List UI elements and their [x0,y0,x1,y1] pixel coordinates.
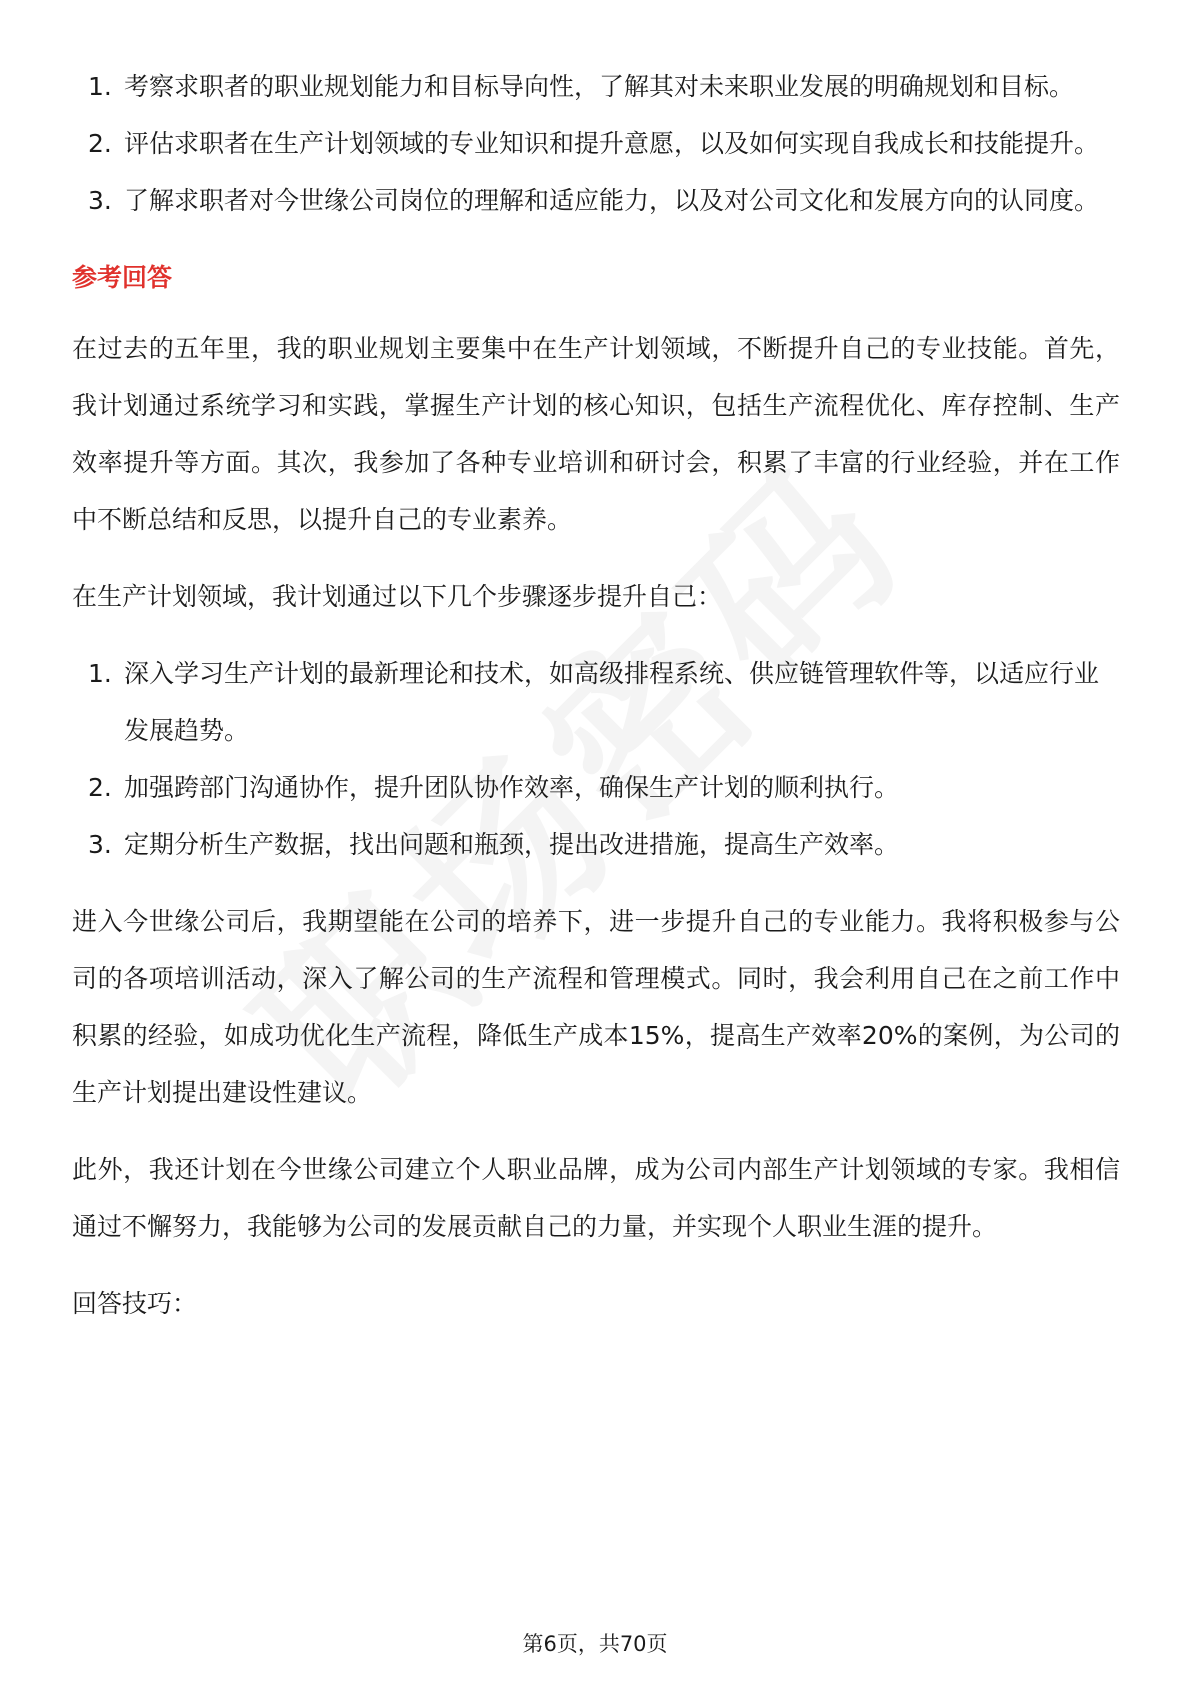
reference-answer-heading: 参考回答 [72,263,173,292]
document-body [72,58,1120,1352]
list-item-text: 考察求职者的职业规划能力和目标导向性，了解其对未来职业发展的明确规划和目标。 [124,72,1075,101]
list-item [72,172,1120,229]
paragraph-steps-intro: 在生产计划领域，我计划通过以下几个步骤逐步提升自己： [72,582,723,611]
list-item [72,816,1120,873]
list-item-text: 加强跨部门沟通协作，提升团队协作效率，确保生产计划的顺利执行。 [124,773,900,802]
list-item-number: 1. [88,72,112,101]
paragraph-career-plan: 在过去的五年里，我的职业规划主要集中在生产计划领域，不断提升自己的专业技能。首先，我计划通过系统学习和实践，掌握生产计划的核心知识，包括生产流程优化、库存控制、生产效率提升等方面。其次，我参加了各种专业培训和研讨会，积累了丰富的行业经验，并在工作中不断总结和反思，以提升自己的专业素养。 [72,334,1120,534]
list-item-text: 深入学习生产计划的最新理论和技术，如高级排程系统、供应链管理软件等，以适应行业发展趋势。 [124,659,1100,745]
list-item-text: 了解求职者对今世缘公司岗位的理解和适应能力，以及对公司文化和发展方向的认同度。 [124,186,1100,215]
list-item-text: 定期分析生产数据，找出问题和瓶颈，提出改进措施，提高生产效率。 [124,830,900,859]
list-item-number: 2. [88,773,112,802]
list-item [72,115,1120,172]
page-footer: 第6页，共70页 [522,1632,668,1656]
steps-list [72,645,1120,873]
paragraph-company-plan: 进入今世缘公司后，我期望能在公司的培养下，进一步提升自己的专业能力。我将积极参与公司的各项培训活动，深入了解公司的生产流程和管理模式。同时，我会利用自己在之前工作中积累的经验，如成功优化生产流程，降低生产成本15%，提高生产效率20%的案例，为公司的生产计划提出建设性建议。 [72,907,1120,1107]
list-item-number: 3. [88,830,112,859]
purpose-list [72,58,1120,229]
paragraph-personal-brand: 此外，我还计划在今世缘公司建立个人职业品牌，成为公司内部生产计划领域的专家。我相信通过不懈努力，我能够为公司的发展贡献自己的力量，并实现个人职业生涯的提升。 [72,1155,1120,1241]
list-item [72,58,1120,115]
list-item-number: 1. [88,659,112,688]
list-item [72,645,1120,759]
list-item-number: 3. [88,186,112,215]
list-item-number: 2. [88,129,112,158]
list-item-text: 评估求职者在生产计划领域的专业知识和提升意愿，以及如何实现自我成长和技能提升。 [124,129,1100,158]
list-item [72,759,1120,816]
tips-heading: 回答技巧： [72,1289,198,1318]
